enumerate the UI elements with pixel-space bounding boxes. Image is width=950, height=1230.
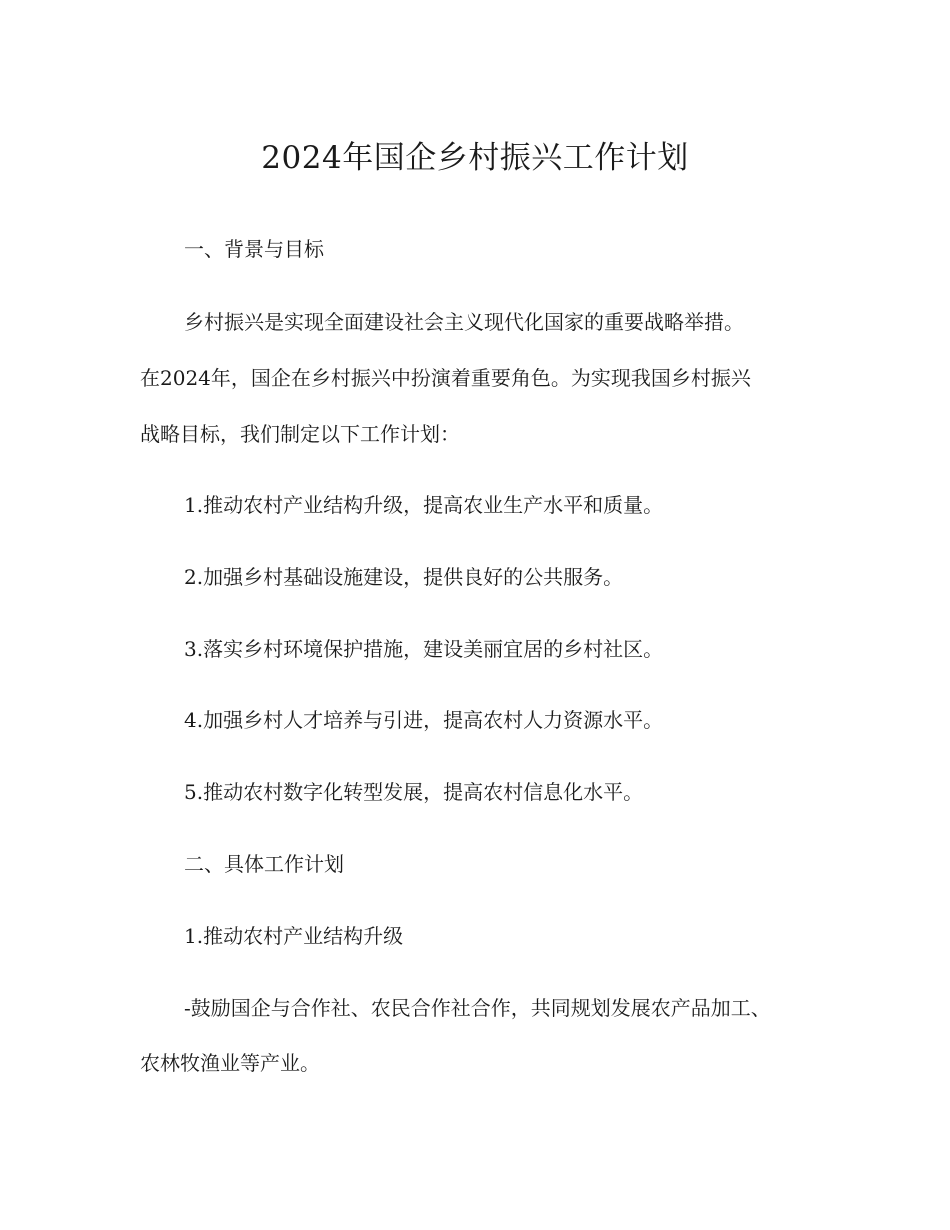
goal-item-3: 3.落实乡村环境保护措施，建设美丽宜居的乡村社区。 (184, 637, 664, 661)
goal-item-4: 4.加强乡村人才培养与引进，提高农村人力资源水平。 (184, 708, 664, 732)
subsection-paragraph-line-1: -鼓励国企与合作社、农民合作社合作，共同规划发展农产品加工、 (184, 996, 771, 1020)
subsection-heading-industry: 1.推动农村产业结构升级 (184, 924, 404, 948)
document-title: 2024年国企乡村振兴工作计划 (261, 140, 689, 176)
goal-item-5: 5.推动农村数字化转型发展，提高农村信息化水平。 (184, 780, 644, 804)
goal-item-1: 1.推动农村产业结构升级，提高农业生产水平和质量。 (184, 493, 664, 517)
section-heading-work-plan: 二、具体工作计划 (184, 852, 344, 876)
intro-paragraph-line-3: 战略目标，我们制定以下工作计划： (140, 422, 460, 446)
goal-item-2: 2.加强乡村基础设施建设，提供良好的公共服务。 (184, 565, 624, 589)
section-heading-background: 一、背景与目标 (184, 237, 324, 261)
subsection-paragraph-line-2: 农林牧渔业等产业。 (140, 1051, 320, 1075)
intro-paragraph-line-2: 在2024年，国企在乡村振兴中扮演着重要角色。为实现我国乡村振兴 (140, 366, 751, 390)
intro-paragraph-line-1: 乡村振兴是实现全面建设社会主义现代化国家的重要战略举措。 (184, 310, 744, 334)
